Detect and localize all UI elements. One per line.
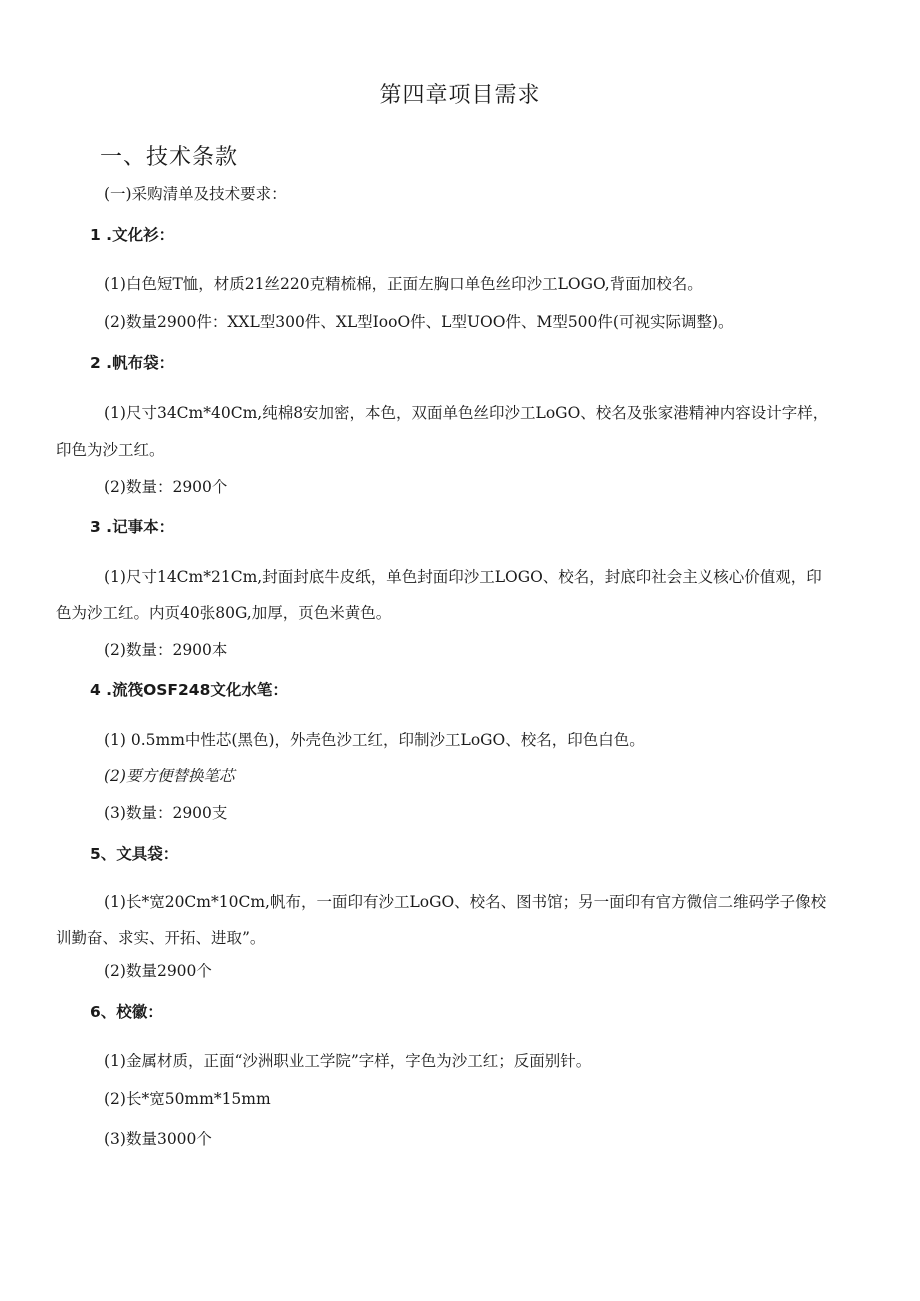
item-1-line-1: (1)白色短T恤，材质21丝220克精梳棉，正面左胸口单色丝印沙工LOGO,背面加校名。	[104, 275, 703, 293]
item-4-line-3: (3)数量：2900支	[104, 804, 228, 822]
item-1-line-2: (2)数量2900件：XXL型300件、XL型IooO件、L型UOO件、M型500件(可视实际调整)。	[104, 313, 734, 331]
item-heading-3: 3 .记事本：	[90, 518, 175, 536]
item-2-line-3: (2)数量：2900个	[104, 478, 228, 496]
item-6-line-3: (3)数量3000个	[104, 1130, 212, 1148]
item-5-line-2: 训勤奋、求实、开拓、进取”。	[56, 929, 266, 947]
item-heading-5: 5、文具袋：	[90, 845, 179, 863]
item-3-line-1: (1)尺寸14Cm*21Cm,封面封底牛皮纸，单色封面印沙工LOGO、校名，封底印社会主义核心价值观，印	[104, 568, 822, 586]
item-3-line-3: (2)数量：2900本	[104, 641, 228, 659]
item-3-line-2: 色为沙工红。内页40张80G,加厚，页色米黄色。	[56, 604, 392, 622]
item-6-line-1: (1)金属材质，正面“沙洲职业工学院”字样，字色为沙工红；反面别针。	[104, 1052, 592, 1070]
item-6-line-2: (2)长*宽50mm*15mm	[104, 1090, 271, 1108]
item-4-line-1: (1) 0.5mm中性芯(黑色)，外壳色沙工红，印制沙工LoGO、校名，印色白色。	[104, 731, 645, 749]
item-2-line-1: (1)尺寸34Cm*40Cm,纯棉8安加密，本色，双面单色丝印沙工LoGO、校名及张家港精神内容设计字样，	[104, 404, 829, 422]
subsection-heading: (一)采购清单及技术要求：	[104, 185, 287, 203]
item-heading-6: 6、校徽：	[90, 1003, 163, 1021]
section-heading: 一、技术条款	[100, 145, 239, 170]
item-5-line-1: (1)长*宽20Cm*10Cm,帆布，一面印有沙工LoGO、校名、图书馆；另一面印有官方微信二维码学子像校	[104, 893, 827, 911]
item-5-line-3: (2)数量2900个	[104, 962, 212, 980]
item-4-line-2: (2)要方便替换笔芯	[104, 767, 235, 785]
item-2-line-2: 印色为沙工红。	[56, 441, 165, 459]
page-title: 第四章项目需求	[379, 83, 541, 108]
item-heading-1: 1 .文化衫：	[90, 226, 175, 244]
item-heading-2: 2 .帆布袋：	[90, 354, 175, 372]
item-heading-4: 4 .流筏OSF248文化水笔：	[90, 681, 288, 699]
